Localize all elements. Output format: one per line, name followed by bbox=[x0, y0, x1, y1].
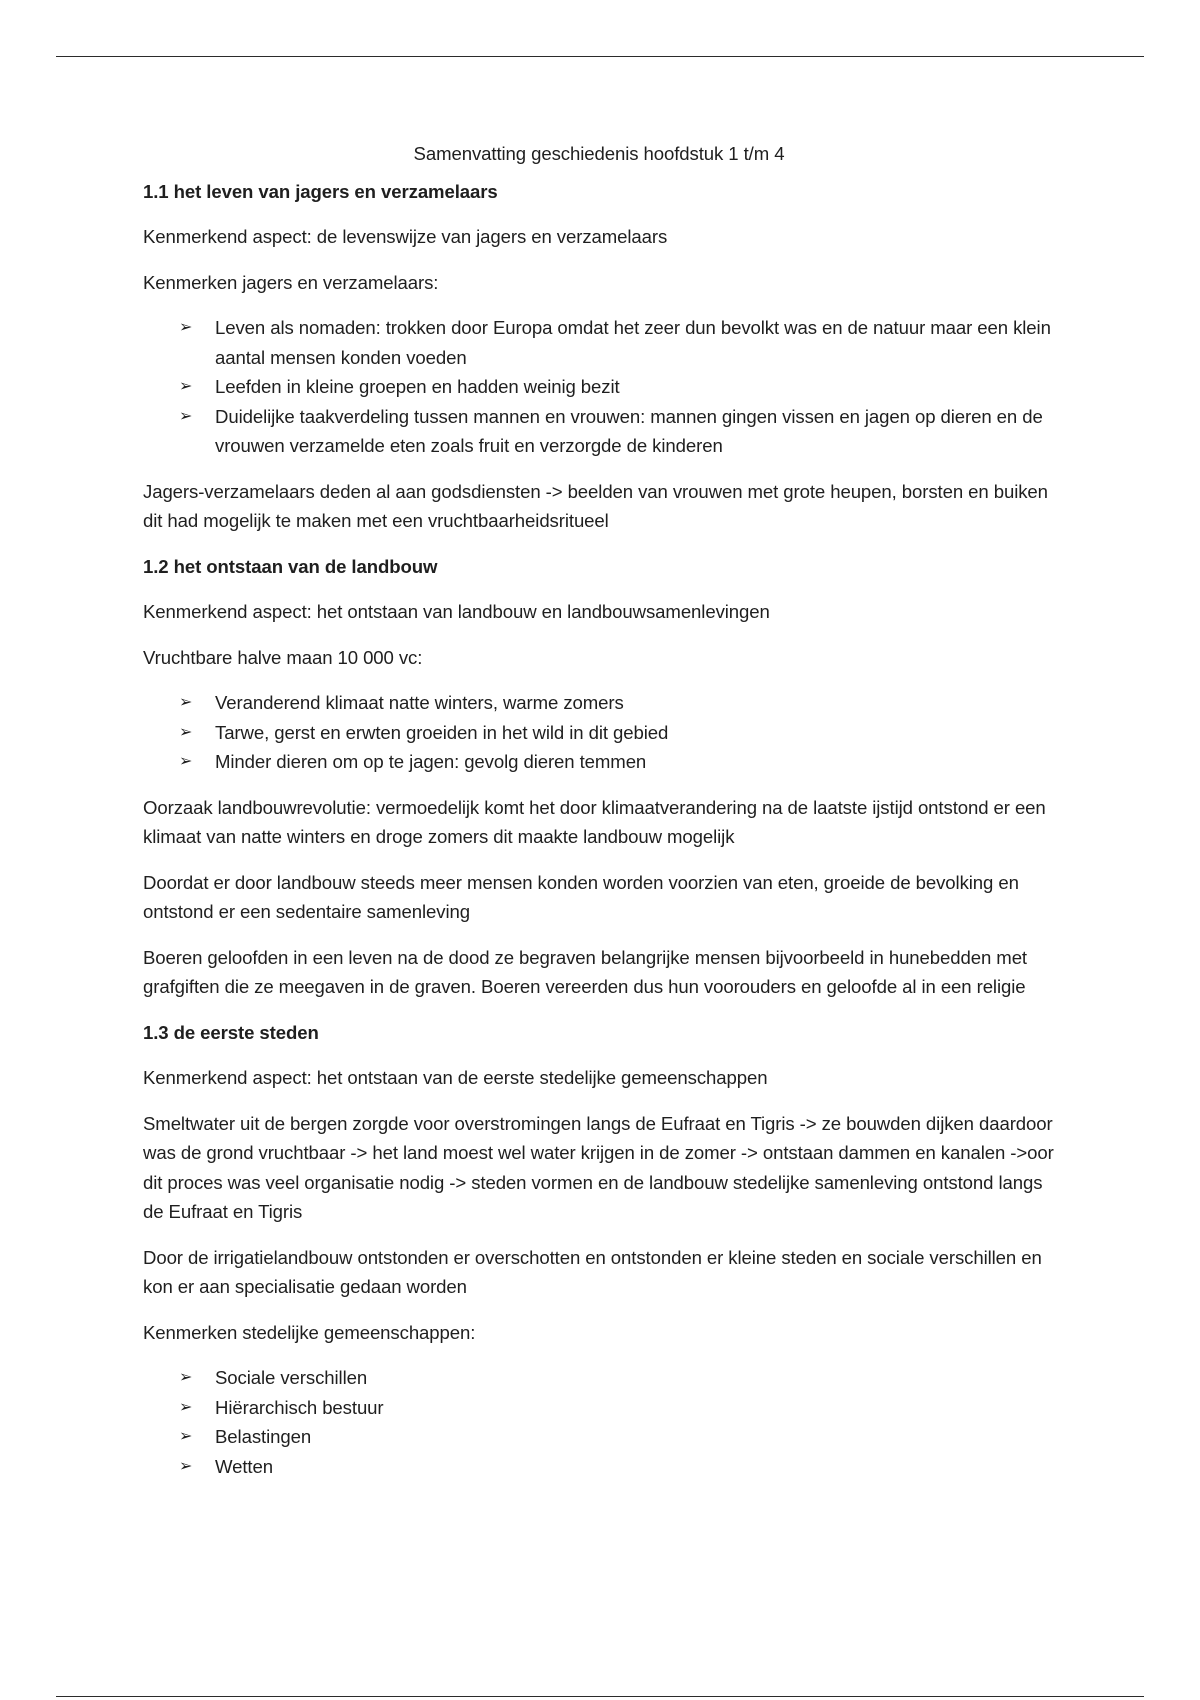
arrowhead-bullet-icon: ➢ bbox=[179, 753, 193, 770]
paragraph: Door de irrigatielandbouw ontstonden er overschotten en ontstonden er kleine steden en sociale verschillen en kon er aan specialisatie gedaan worden bbox=[143, 1246, 1042, 1297]
bullet-item-text: Hiërarchisch bestuur bbox=[215, 1396, 384, 1418]
paragraph: Jagers-verzamelaars deden al aan godsdiensten -> beelden van vrouwen met grote heupen, borsten en buiken dit had mogelijk te maken met een vruchtbaarheidsritueel bbox=[143, 480, 1048, 531]
arrowhead-bullet-icon: ➢ bbox=[179, 407, 193, 425]
bullet-item-text: Minder dieren om op te jagen: gevolg dieren temmen bbox=[215, 751, 647, 772]
arrowhead-bullet-icon: ➢ bbox=[179, 1457, 193, 1475]
section-heading: 1.3 de eerste steden bbox=[143, 1021, 319, 1043]
paragraph: Kenmerkend aspect: het ontstaan van landbouw en landbouwsamenlevingen bbox=[143, 601, 770, 622]
bullet-item-text: Leefden in kleine groepen en hadden weinig bezit bbox=[215, 376, 620, 397]
page-top-rule bbox=[56, 56, 1144, 57]
arrowhead-bullet-icon: ➢ bbox=[179, 694, 193, 711]
arrowhead-bullet-icon: ➢ bbox=[179, 1398, 193, 1416]
bullet-list bbox=[143, 688, 1063, 777]
bullet-list-item bbox=[179, 1363, 1063, 1393]
section-heading: 1.1 het leven van jagers en verzamelaars bbox=[143, 180, 498, 202]
paragraph: Smeltwater uit de bergen zorgde voor overstromingen langs de Eufraat en Tigris -> ze bouwden dijken daardoor was de grond vruchtbaar -> het land moest wel water krijgen in de zomer -> ontstaan dammen en kanalen ->oor dit proces was veel organisatie nodig -> steden vormen en de landbouw stedelijke samenleving ontstond langs de Eufraat en Tigris bbox=[143, 1112, 1054, 1222]
arrowhead-bullet-icon: ➢ bbox=[179, 723, 193, 741]
section-heading: 1.2 het ontstaan van de landbouw bbox=[143, 555, 438, 577]
bullet-list-item bbox=[179, 688, 1063, 718]
paragraph: Kenmerkend aspect: het ontstaan van de eerste stedelijke gemeenschappen bbox=[143, 1067, 768, 1088]
arrowhead-bullet-icon: ➢ bbox=[179, 1428, 193, 1445]
bullet-item-text: Wetten bbox=[215, 1455, 273, 1477]
paragraph: Kenmerkend aspect: de levenswijze van jagers en verzamelaars bbox=[143, 226, 668, 247]
paragraph: Oorzaak landbouwrevolutie: vermoedelijk komt het door klimaatverandering na de laatste ijstijd ontstond er een klimaat van natte winters en droge zomers dit maakte landbouw mogelijk bbox=[143, 796, 1046, 847]
paragraph: Kenmerken stedelijke gemeenschappen: bbox=[143, 1321, 476, 1343]
arrowhead-bullet-icon: ➢ bbox=[179, 319, 193, 336]
document-title: Samenvatting geschiedenis hoofdstuk 1 t/m 4 bbox=[413, 143, 785, 164]
paragraph: Kenmerken jagers en verzamelaars: bbox=[143, 271, 439, 293]
bullet-list bbox=[143, 313, 1063, 461]
bullet-list-item bbox=[179, 1452, 1063, 1482]
paragraph: Boeren geloofden in een leven na de dood ze begraven belangrijke mensen bijvoorbeeld in hunebedden met grafgiften die ze meegaven in de graven. Boeren vereerden dus hun voorouders en geloofde al in een religie bbox=[143, 946, 1027, 997]
bullet-item-text: Duidelijke taakverdeling tussen mannen en vrouwen: mannen gingen vissen en jagen op dieren en de vrouwen verzamelde eten zoals fruit en verzorgde de kinderen bbox=[215, 405, 1043, 456]
document-body bbox=[143, 139, 1063, 1497]
paragraph: Vruchtbare halve maan 10 000 vc: bbox=[143, 646, 423, 668]
bullet-list bbox=[143, 1363, 1063, 1481]
bullet-list-item bbox=[179, 1422, 1063, 1452]
bullet-item-text: Sociale verschillen bbox=[215, 1367, 368, 1388]
bullet-list-item bbox=[179, 313, 1063, 372]
bullet-item-text: Belastingen bbox=[215, 1426, 312, 1447]
arrowhead-bullet-icon: ➢ bbox=[179, 378, 193, 395]
bullet-item-text: Tarwe, gerst en erwten groeiden in het wild in dit gebied bbox=[215, 721, 669, 743]
paragraph: Doordat er door landbouw steeds meer mensen konden worden voorzien van eten, groeide de bevolking en ontstond er een sedentaire samenleving bbox=[143, 871, 1019, 922]
page-bottom-rule bbox=[56, 1696, 1144, 1697]
bullet-list-item bbox=[179, 747, 1063, 777]
bullet-list-item bbox=[179, 1393, 1063, 1423]
bullet-list-item bbox=[179, 372, 1063, 402]
bullet-item-text: Veranderend klimaat natte winters, warme zomers bbox=[215, 692, 624, 713]
arrowhead-bullet-icon: ➢ bbox=[179, 1369, 193, 1386]
bullet-list-item bbox=[179, 718, 1063, 748]
bullet-item-text: Leven als nomaden: trokken door Europa omdat het zeer dun bevolkt was en de natuur maar een klein aantal mensen konden voeden bbox=[215, 317, 1051, 368]
bullet-list-item bbox=[179, 402, 1063, 461]
